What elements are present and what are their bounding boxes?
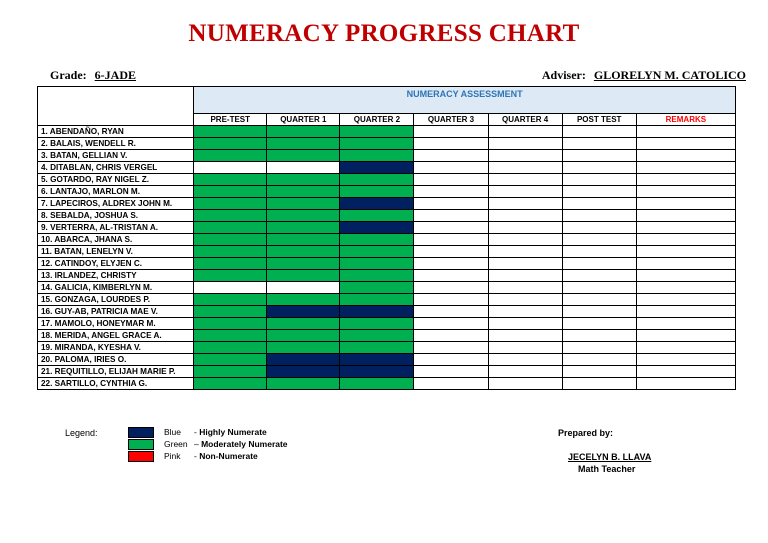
assessment-cell xyxy=(562,378,636,390)
assessment-cell xyxy=(194,270,267,282)
grade-info xyxy=(50,68,136,83)
assessment-cell xyxy=(414,150,488,162)
student-name: 11. BATAN, LENELYN V. xyxy=(38,246,194,258)
assessment-cell xyxy=(267,150,340,162)
student-name: 16. GUY-AB, PATRICIA MAE V. xyxy=(38,306,194,318)
column-header: POST TEST xyxy=(562,114,636,126)
legend-color-name: Pink xyxy=(164,451,181,461)
table-row xyxy=(38,342,736,354)
assessment-cell xyxy=(267,294,340,306)
assessment-group-header: NUMERACY ASSESSMENT xyxy=(194,87,736,114)
assessment-cell xyxy=(340,354,414,366)
assessment-cell xyxy=(267,174,340,186)
assessment-cell xyxy=(636,330,735,342)
assessment-cell xyxy=(340,330,414,342)
assessment-cell xyxy=(414,126,488,138)
assessment-cell xyxy=(194,198,267,210)
student-name: 21. REQUITILLO, ELIJAH MARIE P. xyxy=(38,366,194,378)
assessment-cell xyxy=(562,234,636,246)
column-header: QUARTER 1 xyxy=(267,114,340,126)
table-row xyxy=(38,162,736,174)
assessment-cell xyxy=(267,126,340,138)
assessment-cell xyxy=(414,354,488,366)
column-header: PRE-TEST xyxy=(194,114,267,126)
table-row xyxy=(38,330,736,342)
legend-label: Legend: xyxy=(65,428,98,438)
assessment-cell xyxy=(636,342,735,354)
table-row xyxy=(38,378,736,390)
assessment-cell xyxy=(636,282,735,294)
assessment-cell xyxy=(636,246,735,258)
legend-separator: – xyxy=(194,439,202,449)
assessment-cell xyxy=(488,306,562,318)
column-header: QUARTER 2 xyxy=(340,114,414,126)
assessment-cell xyxy=(194,150,267,162)
student-name: 3. BATAN, GELLIAN V. xyxy=(38,150,194,162)
assessment-cell xyxy=(194,294,267,306)
assessment-cell xyxy=(414,282,488,294)
student-name: 10. ABARCA, JHANA S. xyxy=(38,234,194,246)
assessment-cell xyxy=(194,222,267,234)
assessment-cell xyxy=(267,186,340,198)
assessment-cell xyxy=(414,378,488,390)
assessment-cell xyxy=(340,222,414,234)
student-name: 14. GALICIA, KIMBERLYN M. xyxy=(38,282,194,294)
assessment-cell xyxy=(636,318,735,330)
assessment-cell xyxy=(267,234,340,246)
assessment-cell xyxy=(562,210,636,222)
assessment-cell xyxy=(636,306,735,318)
assessment-cell xyxy=(194,366,267,378)
assessment-cell xyxy=(340,366,414,378)
assessment-cell xyxy=(636,138,735,150)
table-row xyxy=(38,318,736,330)
assessment-cell xyxy=(636,174,735,186)
student-name: 17. MAMOLO, HONEYMAR M. xyxy=(38,318,194,330)
legend-meaning: Highly Numerate xyxy=(199,427,267,437)
assessment-cell xyxy=(340,258,414,270)
student-name: 12. CATINDOY, ELYJEN C. xyxy=(38,258,194,270)
table-row xyxy=(38,234,736,246)
table-row xyxy=(38,258,736,270)
legend xyxy=(128,426,288,462)
assessment-cell xyxy=(636,126,735,138)
assessment-cell xyxy=(267,162,340,174)
student-name: 20. PALOMA, IRIES O. xyxy=(38,354,194,366)
assessment-cell xyxy=(562,222,636,234)
assessment-cell xyxy=(414,306,488,318)
assessment-cell xyxy=(488,270,562,282)
assessment-cell xyxy=(267,246,340,258)
adviser-value: GLORELYN M. CATOLICO xyxy=(593,68,746,82)
numeracy-table xyxy=(37,86,736,390)
assessment-cell xyxy=(414,294,488,306)
legend-swatch xyxy=(128,451,154,462)
assessment-cell xyxy=(488,294,562,306)
student-name: 13. IRLANDEZ, CHRISTY xyxy=(38,270,194,282)
assessment-cell xyxy=(562,354,636,366)
assessment-cell xyxy=(194,258,267,270)
student-name: 8. SEBALDA, JOSHUA S. xyxy=(38,210,194,222)
assessment-cell xyxy=(636,186,735,198)
student-name: 4. DITABLAN, CHRIS VERGEL xyxy=(38,162,194,174)
assessment-cell xyxy=(340,342,414,354)
assessment-cell xyxy=(340,138,414,150)
assessment-cell xyxy=(267,378,340,390)
assessment-cell xyxy=(636,294,735,306)
grade-label: Grade: xyxy=(50,68,87,82)
assessment-cell xyxy=(267,198,340,210)
assessment-cell xyxy=(488,366,562,378)
assessment-cell xyxy=(488,246,562,258)
assessment-cell xyxy=(636,366,735,378)
table-row xyxy=(38,366,736,378)
table-row xyxy=(38,138,736,150)
column-header: REMARKS xyxy=(636,114,735,126)
legend-separator: - xyxy=(194,451,200,461)
assessment-cell xyxy=(267,258,340,270)
table-row xyxy=(38,150,736,162)
assessment-cell xyxy=(267,342,340,354)
assessment-cell xyxy=(267,222,340,234)
assessment-cell xyxy=(414,258,488,270)
assessment-cell xyxy=(488,198,562,210)
assessment-cell xyxy=(414,342,488,354)
adviser-label: Adviser: xyxy=(541,68,586,82)
assessment-cell xyxy=(562,162,636,174)
assessment-cell xyxy=(340,234,414,246)
assessment-cell xyxy=(488,282,562,294)
assessment-cell xyxy=(488,378,562,390)
preparer-role: Math Teacher xyxy=(578,464,636,474)
table-row xyxy=(38,198,736,210)
adviser-info xyxy=(542,68,746,83)
assessment-cell xyxy=(194,378,267,390)
assessment-cell xyxy=(194,138,267,150)
page-title: NUMERACY PROGRESS CHART xyxy=(188,20,580,47)
student-name: 6. LANTAJO, MARLON M. xyxy=(38,186,194,198)
name-column-header xyxy=(38,87,194,126)
assessment-cell xyxy=(488,174,562,186)
assessment-cell xyxy=(267,210,340,222)
assessment-cell xyxy=(562,258,636,270)
grade-value: 6-JADE xyxy=(94,68,136,82)
table-row xyxy=(38,222,736,234)
assessment-cell xyxy=(194,186,267,198)
assessment-cell xyxy=(488,162,562,174)
legend-item xyxy=(128,426,288,438)
assessment-cell xyxy=(267,354,340,366)
table-row xyxy=(38,126,736,138)
assessment-cell xyxy=(340,318,414,330)
assessment-cell xyxy=(267,318,340,330)
assessment-cell xyxy=(562,138,636,150)
table-row xyxy=(38,270,736,282)
assessment-cell xyxy=(340,198,414,210)
assessment-cell xyxy=(562,306,636,318)
assessment-cell xyxy=(414,138,488,150)
legend-meaning: Moderately Numerate xyxy=(201,439,288,449)
assessment-cell xyxy=(636,222,735,234)
student-name: 22. SARTILLO, CYNTHIA G. xyxy=(38,378,194,390)
student-name: 15. GONZAGA, LOURDES P. xyxy=(38,294,194,306)
assessment-cell xyxy=(636,378,735,390)
assessment-cell xyxy=(414,246,488,258)
column-header: QUARTER 3 xyxy=(414,114,488,126)
assessment-cell xyxy=(194,330,267,342)
assessment-cell xyxy=(488,222,562,234)
assessment-cell xyxy=(636,234,735,246)
assessment-cell xyxy=(267,366,340,378)
assessment-cell xyxy=(194,306,267,318)
assessment-cell xyxy=(194,126,267,138)
assessment-cell xyxy=(194,246,267,258)
assessment-cell xyxy=(340,186,414,198)
student-name: 19. MIRANDA, KYESHA V. xyxy=(38,342,194,354)
assessment-cell xyxy=(562,282,636,294)
assessment-cell xyxy=(414,318,488,330)
assessment-cell xyxy=(488,330,562,342)
legend-item xyxy=(128,450,288,462)
assessment-cell xyxy=(562,198,636,210)
assessment-cell xyxy=(562,174,636,186)
assessment-cell xyxy=(340,210,414,222)
assessment-cell xyxy=(340,174,414,186)
prepared-by-label: Prepared by: xyxy=(558,428,614,438)
assessment-cell xyxy=(488,234,562,246)
assessment-cell xyxy=(636,258,735,270)
assessment-cell xyxy=(488,186,562,198)
assessment-cell xyxy=(488,126,562,138)
legend-meaning: Non-Numerate xyxy=(199,451,258,461)
table-row xyxy=(38,246,736,258)
assessment-cell xyxy=(340,294,414,306)
assessment-cell xyxy=(488,342,562,354)
assessment-cell xyxy=(194,342,267,354)
assessment-cell xyxy=(562,318,636,330)
table-row xyxy=(38,174,736,186)
student-name: 18. MERIDA, ANGEL GRACE A. xyxy=(38,330,194,342)
student-name: 7. LAPECIROS, ALDREX JOHN M. xyxy=(38,198,194,210)
assessment-cell xyxy=(194,162,267,174)
assessment-cell xyxy=(340,306,414,318)
assessment-cell xyxy=(267,306,340,318)
assessment-cell xyxy=(562,270,636,282)
assessment-cell xyxy=(267,282,340,294)
assessment-cell xyxy=(414,174,488,186)
student-name: 2. BALAIS, WENDELL R. xyxy=(38,138,194,150)
assessment-cell xyxy=(340,150,414,162)
assessment-cell xyxy=(194,318,267,330)
assessment-cell xyxy=(488,210,562,222)
assessment-cell xyxy=(267,138,340,150)
assessment-cell xyxy=(194,210,267,222)
assessment-cell xyxy=(414,222,488,234)
assessment-cell xyxy=(194,234,267,246)
assessment-cell xyxy=(562,126,636,138)
table-row xyxy=(38,210,736,222)
assessment-cell xyxy=(488,318,562,330)
assessment-cell xyxy=(340,162,414,174)
assessment-cell xyxy=(414,270,488,282)
assessment-cell xyxy=(562,330,636,342)
assessment-cell xyxy=(340,378,414,390)
legend-color-name: Blue xyxy=(164,427,182,437)
assessment-cell xyxy=(340,246,414,258)
legend-separator: - xyxy=(194,427,200,437)
assessment-cell xyxy=(488,150,562,162)
assessment-cell xyxy=(636,354,735,366)
assessment-cell xyxy=(414,198,488,210)
legend-color-name: Green xyxy=(164,439,188,449)
assessment-cell xyxy=(636,198,735,210)
assessment-cell xyxy=(562,294,636,306)
assessment-cell xyxy=(636,210,735,222)
assessment-cell xyxy=(488,258,562,270)
assessment-cell xyxy=(414,330,488,342)
assessment-cell xyxy=(340,282,414,294)
legend-swatch xyxy=(128,427,154,438)
assessment-cell xyxy=(340,270,414,282)
student-name: 1. ABENDAÑO, RYAN xyxy=(38,126,194,138)
assessment-cell xyxy=(267,270,340,282)
table-row xyxy=(38,294,736,306)
assessment-cell xyxy=(414,210,488,222)
assessment-cell xyxy=(414,162,488,174)
legend-swatch xyxy=(128,439,154,450)
legend-item xyxy=(128,438,288,450)
assessment-cell xyxy=(414,366,488,378)
assessment-cell xyxy=(414,234,488,246)
assessment-cell xyxy=(562,366,636,378)
assessment-cell xyxy=(562,150,636,162)
assessment-cell xyxy=(267,330,340,342)
assessment-cell xyxy=(562,246,636,258)
preparer-name: JECELYN B. LLAVA xyxy=(568,452,652,462)
table-row xyxy=(38,282,736,294)
column-header: QUARTER 4 xyxy=(488,114,562,126)
assessment-cell xyxy=(194,282,267,294)
assessment-cell xyxy=(488,138,562,150)
assessment-cell xyxy=(636,270,735,282)
assessment-cell xyxy=(636,162,735,174)
table-row xyxy=(38,186,736,198)
assessment-cell xyxy=(194,174,267,186)
student-name: 9. VERTERRA, AL-TRISTAN A. xyxy=(38,222,194,234)
assessment-cell xyxy=(340,126,414,138)
student-name: 5. GOTARDO, RAY NIGEL Z. xyxy=(38,174,194,186)
assessment-cell xyxy=(194,354,267,366)
assessment-cell xyxy=(636,150,735,162)
table-row xyxy=(38,306,736,318)
assessment-cell xyxy=(488,354,562,366)
table-row xyxy=(38,354,736,366)
assessment-cell xyxy=(562,186,636,198)
assessment-cell xyxy=(562,342,636,354)
assessment-cell xyxy=(414,186,488,198)
